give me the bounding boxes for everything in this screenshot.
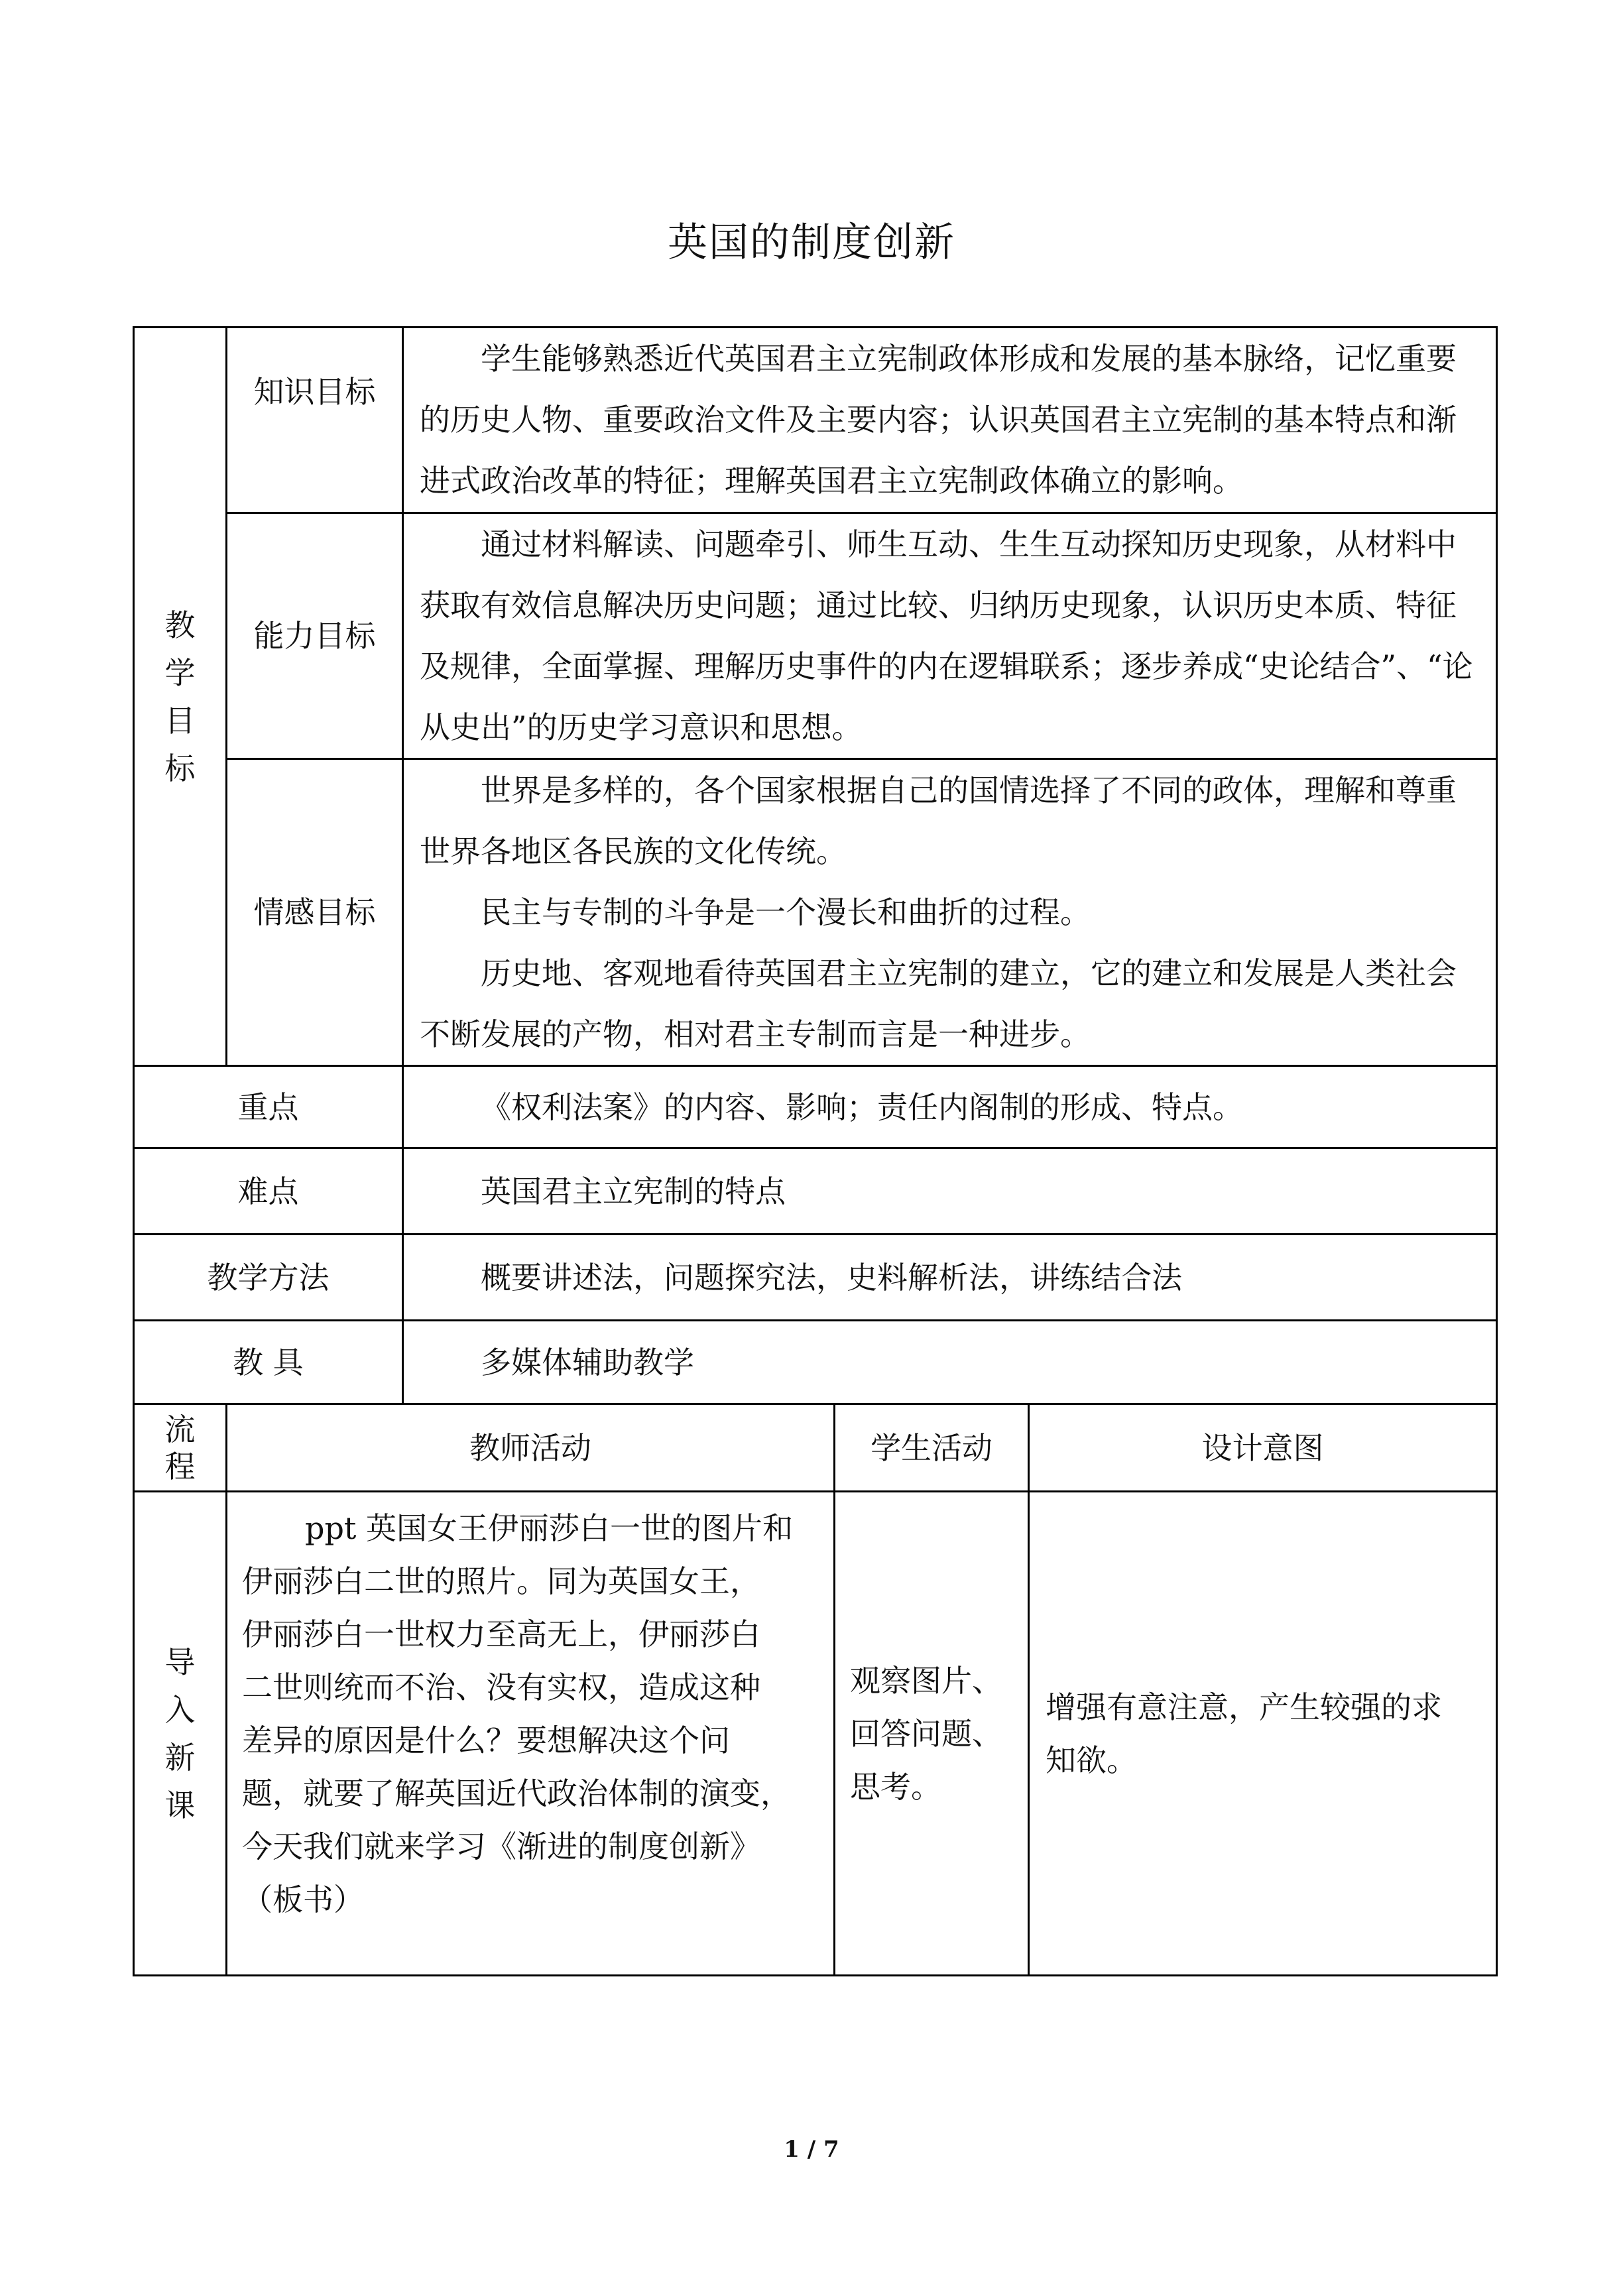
info-row bbox=[134, 1321, 1497, 1404]
info-row bbox=[134, 1148, 1497, 1235]
objective-text: 通过材料解读、问题牵引、师生互动、生生互动探知历史现象，从材料中获取有效信息解决历史问题；通过比较、归纳历史现象，认识历史本质、特征及规律，全面掌握、理解历史事件的内在逻辑联系；逐步养成“史论结合”、“论从史出”的历史学习意识和思想。 bbox=[403, 513, 1497, 759]
objective-text: 世界是多样的，各个国家根据自己的国情选择了不同的政体，理解和尊重世界各地区各民族的文化传统。 民主与专制的斗争是一个漫长和曲折的过程。 历史地、客观地看待英国君主立宪制的建立，它的建立和发展是人类社会不断发展的产物，相对君主专制而言是一种进步。 bbox=[403, 759, 1497, 1066]
process-header-row bbox=[134, 1404, 1497, 1492]
info-value: 多媒体辅助教学 bbox=[403, 1321, 1497, 1404]
info-row bbox=[134, 1235, 1497, 1321]
student-activity: 观察图片、 回答问题、 思考。 bbox=[835, 1492, 1029, 1976]
objective-label: 知识目标 bbox=[227, 328, 403, 513]
objective-text: 学生能够熟悉近代英国君主立宪制政体形成和发展的基本脉络，记忆重要的历史人物、重要政治文件及主要内容；认识英国君主立宪制的基本特点和渐进式政治改革的特征；理解英国君主立宪制政体确立的影响。 bbox=[403, 328, 1497, 513]
design-intent-header: 设计意图 bbox=[1029, 1404, 1497, 1492]
objective-row-emotion bbox=[134, 759, 1497, 1066]
objective-label: 能力目标 bbox=[227, 513, 403, 759]
design-intent: 增强有意注意，产生较强的求 知欲。 bbox=[1029, 1492, 1497, 1976]
flow-header: 流 程 bbox=[134, 1404, 227, 1492]
document-title: 英国的制度创新 bbox=[668, 219, 955, 266]
objectives-group-label: 教 学 目 标 bbox=[134, 328, 227, 1066]
info-label: 重点 bbox=[134, 1066, 403, 1148]
objective-row-ability bbox=[134, 513, 1497, 759]
teacher-activity-header: 教师活动 bbox=[227, 1404, 835, 1492]
lesson-plan-table bbox=[133, 326, 1498, 1976]
info-label: 难点 bbox=[134, 1148, 403, 1235]
info-value: 英国君主立宪制的特点 bbox=[403, 1148, 1497, 1235]
page-number: 1 / 7 bbox=[784, 2136, 839, 2163]
info-label: 教学方法 bbox=[134, 1235, 403, 1321]
objective-label: 情感目标 bbox=[227, 759, 403, 1066]
stage-label: 导 入 新 课 bbox=[134, 1492, 227, 1976]
teacher-activity: ppt 英国女王伊丽莎白一世的图片和 伊丽莎白二世的照片。同为英国女王， 伊丽莎白一世权力至高无上，伊丽莎白 二世则统而不治、没有实权，造成这种 差异的原因是什么？要想解决这个问 题，就要了解英国近代政治体制的演变， 今天我们就来学习《渐进的制度创新》 （板书） bbox=[227, 1492, 835, 1976]
process-row bbox=[134, 1492, 1497, 1976]
info-row bbox=[134, 1066, 1497, 1148]
objective-row-knowledge bbox=[134, 328, 1497, 513]
student-activity-header: 学生活动 bbox=[835, 1404, 1029, 1492]
info-label: 教 具 bbox=[134, 1321, 403, 1404]
info-value: 《权利法案》的内容、影响；责任内阁制的形成、特点。 bbox=[403, 1066, 1497, 1148]
info-value: 概要讲述法，问题探究法，史料解析法，讲练结合法 bbox=[403, 1235, 1497, 1321]
